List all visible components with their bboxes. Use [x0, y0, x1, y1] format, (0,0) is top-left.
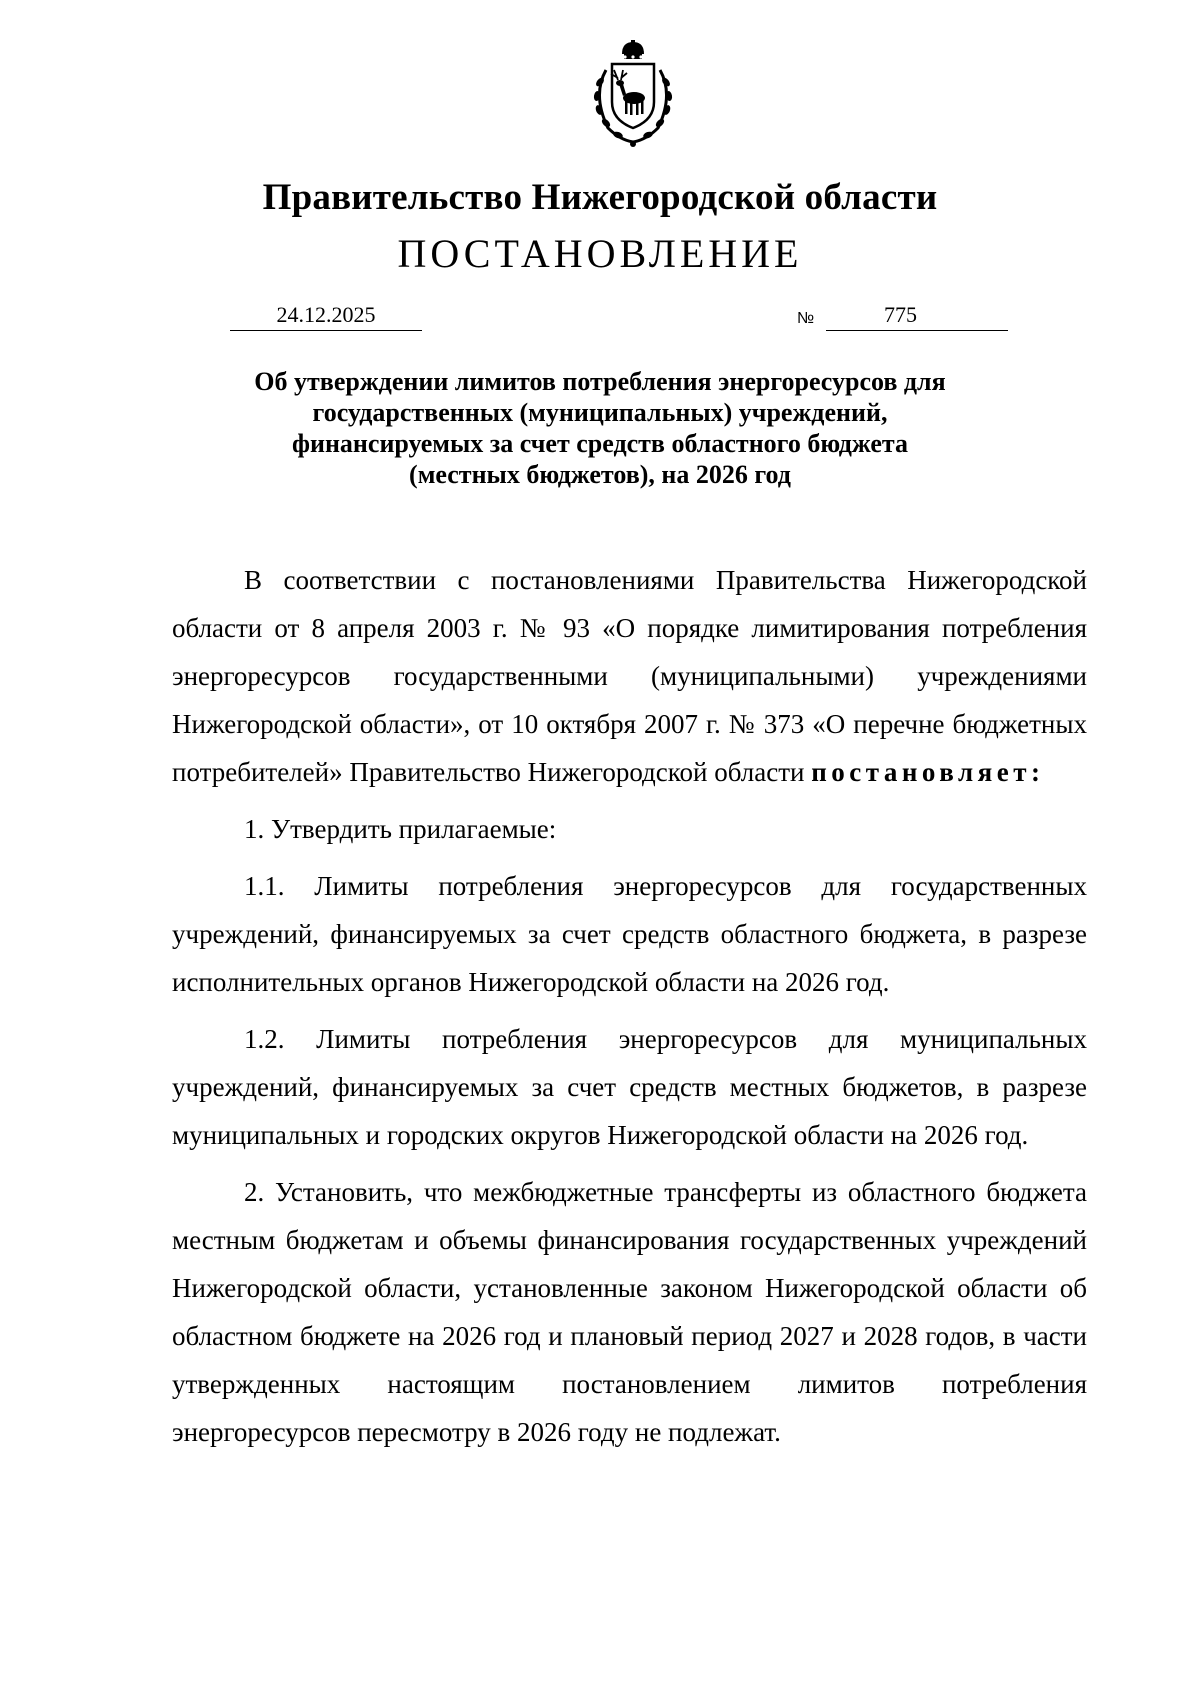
- coat-of-arms-icon: [578, 40, 688, 152]
- paragraph-1: 1. Утвердить прилагаемые:: [244, 814, 557, 844]
- subject-line: государственных (муниципальных) учреждений,: [312, 398, 888, 427]
- document-number-field: [826, 300, 1008, 331]
- paragraph-1-2: 1.2. Лимиты потребления энергоресурсов для муниципальных учреждений, финансируемых за счет средств местных бюджетов, в разрезе муниципальных и городских округов Нижегородской области на 2026 год.: [172, 1024, 1087, 1150]
- document-type: ПОСТАНОВЛЕНИЕ: [397, 231, 803, 276]
- resolves-word: постановляет:: [811, 757, 1045, 787]
- government-title: Правительство Нижегородской области: [262, 177, 938, 218]
- document-subject: [200, 366, 1000, 490]
- document-date: 24.12.2025: [230, 300, 422, 331]
- preamble-text: В соответствии с постановлениями Правительства Нижегородской области от 8 апреля 2003 г. № 93 «О порядке лимитирования потребления энергоресурсов государственными (муниципальными) учреждениями Нижегородской области», от 10 октября 2007 г. № 373 «О перечне бюджетных потребителей» Правительство Нижегородской области: [172, 565, 1087, 787]
- paragraph-2: 2. Установить, что межбюджетные трансферты из областного бюджета местным бюджетам и объемы финансирования государственных учреждений Нижегородской области, установленные законом Нижегородской области об областном бюджете на 2026 год и плановый период 2027 и 2028 годов, в части утвержденных настоящим постановлением лимитов потребления энергоресурсов пересмотру в 2026 году не подлежат.: [172, 1177, 1087, 1447]
- paragraph-1-1: 1.1. Лимиты потребления энергоресурсов для государственных учреждений, финансируемых за счет средств областного бюджета, в разрезе исполнительных органов Нижегородской области на 2026 год.: [172, 871, 1087, 997]
- number-sign: №: [797, 310, 815, 327]
- subject-line: финансируемых за счет средств областного бюджета: [291, 429, 909, 458]
- subject-line: Об утверждении лимитов потребления энергоресурсов для: [254, 367, 946, 396]
- preamble-paragraph: [172, 556, 1087, 796]
- document-number: 775: [884, 302, 917, 327]
- subject-line: (местных бюджетов), на 2026 год: [409, 460, 791, 489]
- document-body: [172, 556, 1087, 1456]
